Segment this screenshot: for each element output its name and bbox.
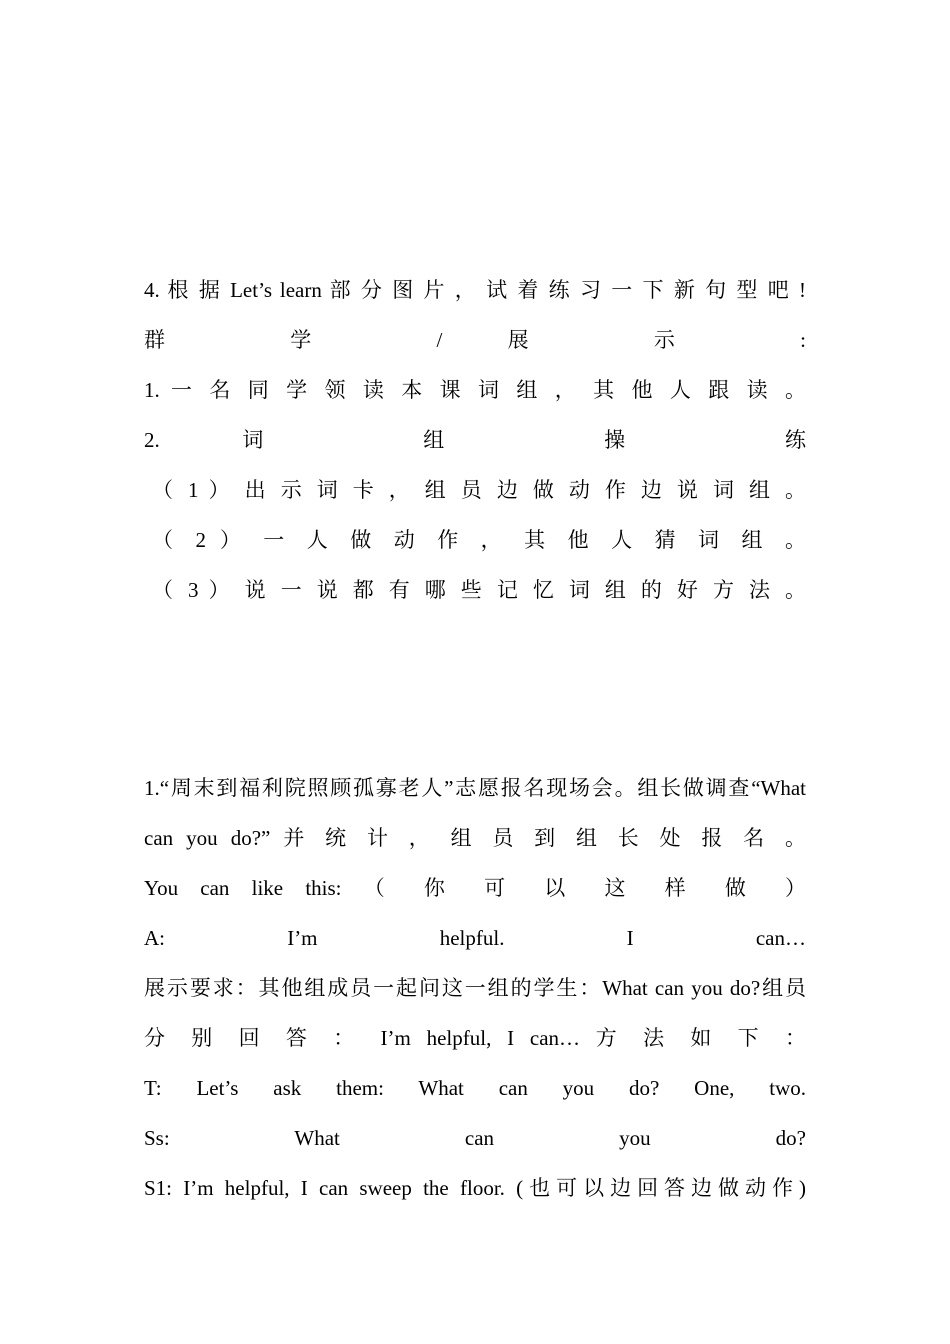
presentation-requirements-continued: 分 别 回 答 ： I’m helpful, I can… 方 法 如 下 ： xyxy=(144,1026,806,1050)
substep-2-text: （ 2 ） 一 人 做 动 作 ， 其 他 人 猜 词 组 。 xyxy=(152,528,806,552)
dialogue-teacher: T: Let’s ask them: What can you do? One, two. xyxy=(144,1076,806,1100)
step-2-heading: 2. 词 组 操 练 xyxy=(144,428,806,452)
substep-1-text: （ 1 ） 出 示 词 卡 ， 组 员 边 做 动 作 边 说 词 组 。 xyxy=(152,478,806,502)
step-1-text: 1. 一 名 同 学 领 读 本 课 词 组 ， 其 他 人 跟 读 。 xyxy=(144,378,806,402)
activity-intro-text: 1.“周末到福利院照顾孤寡老人”志愿报名现场会。组长做调查“What xyxy=(144,776,806,800)
dialogue-student-1: S1: I’m helpful, I can sweep the floor. (也可以边回答边做动作) xyxy=(144,1176,806,1200)
activity-intro-continued: can you do?” 并 统 计 ， 组 员 到 组 长 处 报 名 。 xyxy=(144,826,806,850)
instruction-title: 4. 根 据 Let’s learn 部 分 图 片 ， 试 着 练 习 一 下 新 句 型 吧 ! xyxy=(144,278,806,302)
group-study-heading: 群 学 / 展 示 : xyxy=(144,328,806,352)
dialogue-students: Ss: What can you do? xyxy=(144,1126,806,1150)
substep-3-text: （ 3 ） 说 一 说 都 有 哪 些 记 忆 词 组 的 好 方 法 。 xyxy=(152,578,806,602)
presentation-requirements: 展示要求：其他组成员一起问这一组的学生：What can you do?组员 xyxy=(144,976,806,1000)
example-answer-a: A: I’m helpful. I can… xyxy=(144,926,806,950)
example-intro-text: You can like this: （ 你 可 以 这 样 做 ） xyxy=(144,876,806,900)
